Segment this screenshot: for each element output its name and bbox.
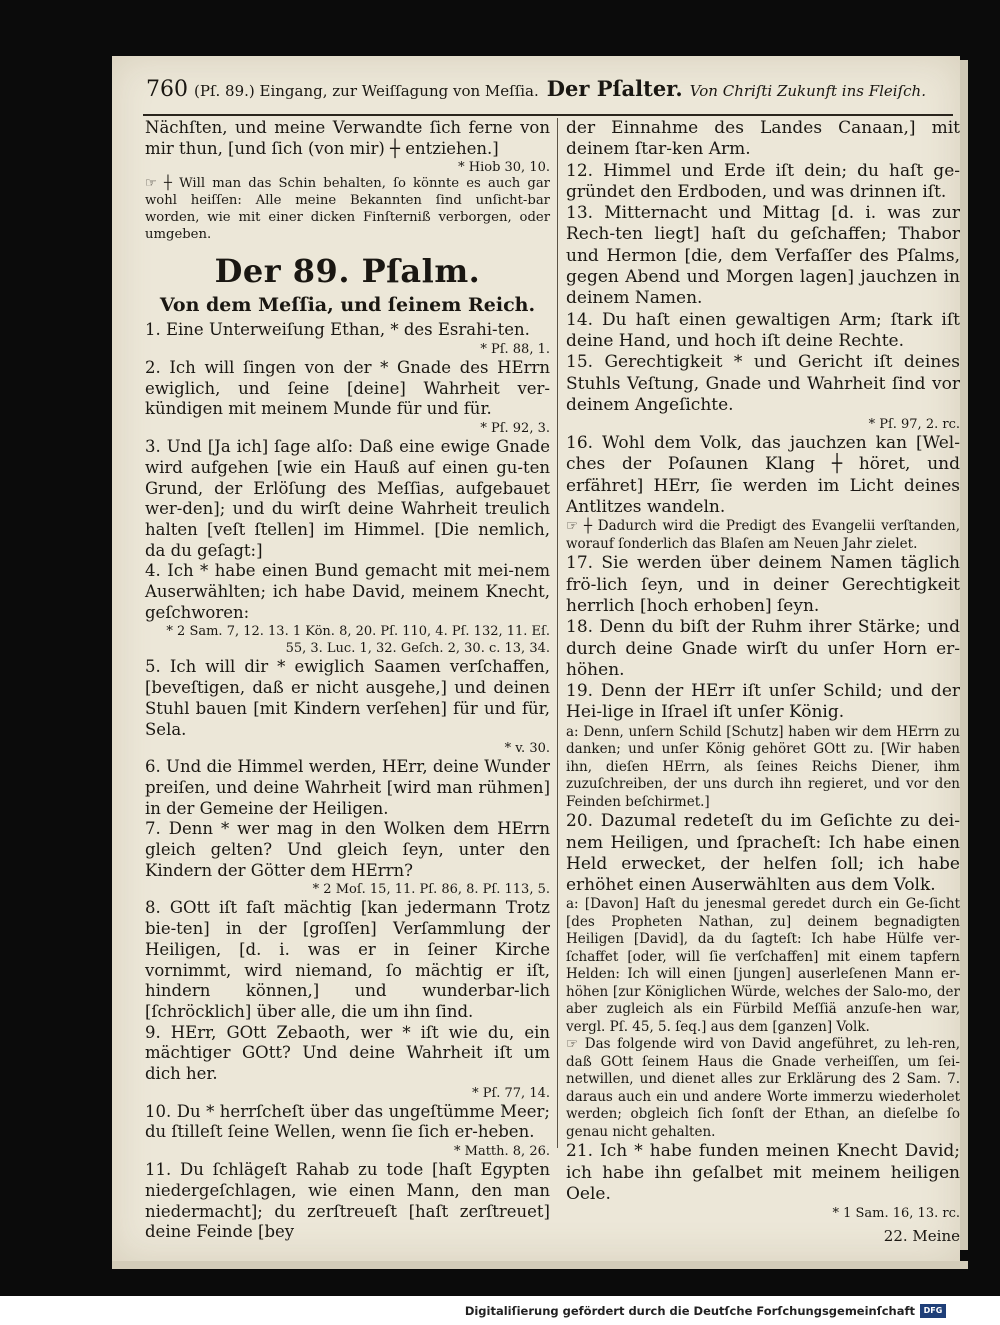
- digitization-credit: [465, 1303, 946, 1319]
- verse: 17. Sie werden über deinem Namen täglich frö-lich ſeyn, und in deiner Gerechtigkeit herrlich [hoch erhoben] ſeyn.: [566, 553, 960, 616]
- dfg-logo: DFG: [920, 1304, 946, 1318]
- verse: 5. Ich will dir * ewiglich Saamen verſchaffen, [beveſtigen, daß er nicht ausgehe,] und deinen Stuhl bauen [mit Kindern verſehen] für und für, Sela.: [145, 657, 550, 739]
- page-edge: [960, 60, 968, 1250]
- gloss-note: ☞ ┼ Will man das Schin behalten, ſo könnte es auch gar wohl heiſſen: Alle meine Bekannten ſind unſicht-bar worden, wie mit einer dicken Finſterniß verborgen, oder umgeben.: [145, 176, 550, 243]
- gloss-note: a: Denn, unſern Schild [Schutz] haben wir dem HErrn zu danken; und unſer König gehöret GOtt zu. [Wir haben ihn, dieſen HErrn, als ſeines Reichs Diener, ihm zuzuſchreiben, der uns durch ihn regieret, und vor den Feinden beſchirmet.]: [566, 723, 960, 810]
- running-head-title: Der Pſalter.: [546, 76, 683, 101]
- running-head-right: Von Chriſti Zukunft ins Fleiſch.: [689, 82, 926, 100]
- cross-reference: * v. 30.: [504, 741, 550, 757]
- verse: 6. Und die Himmel werden, HErr, deine Wunder preiſen, und deine Wahrheit [wird man rühmen] in der Gemeine der Heiligen.: [145, 757, 550, 818]
- gloss-note: ☞ Das folgende wird von David angeführet, zu leh-ren, daß GOtt ſeinem Haus die Gnade verheiſſen, um ſei-netwillen, und dienet alles zur Erklärung des 2 Sam. 7. daraus auch ein und andere Worte immerzu wiederholet werden; obgleich ſich ſonſt der Ethan, an dieſelbe ſo genau nicht gehalten.: [566, 1036, 960, 1140]
- gloss-note: a: [Davon] Haſt du jenesmal geredet durch ein Ge-ſicht [des Propheten Nathan, zu] deinem begnadigten Heiligen [David], da du ſagteſt: Ich habe Hülfe ver-ſchaffet [oder, will ſie verſchaffen] mit einem tapfern Helden: Ich will einen [jungen] auserleſenen Mann er-höhen [zur Königlichen Würde, welches der Salo-mo, der aber zugleich als ein Fürbild Meſſiä anzuſe-hen war, vergl. Pſ. 45, 5. ſeq.] aus dem [ganzen] Volk.: [566, 896, 960, 1035]
- verse: 18. Denn du biſt der Ruhm ihrer Stärke; und durch deine Gnade wirſt du unſer Horn er-höhen.: [566, 617, 960, 680]
- verse: 1. Eine Unterweiſung Ethan, * des Esrahi-ten.: [145, 320, 530, 340]
- verse: 7. Denn * wer mag in den Wolken dem HErrn gleich gelten? Und gleich ſeyn, unter den Kindern der Götter dem HErrn?: [145, 819, 550, 880]
- verse: 11. Du ſchlägeſt Rahab zu tode [haſt Egypten niedergeſchlagen, wie einen Mann, den man niedermacht]; du zerſtreueſt [haſt zerſtreuet] deine Feinde [bey: [145, 1160, 550, 1242]
- verse: 13. Mitternacht und Mittag [d. i. was zur Rech-ten liegt] haſt du geſchaffen; Thabor und Hermon [die, dem Verfaſſer des Pſalms, gegen Abend und Morgen lagen] jauchzen in deinem Namen.: [566, 203, 960, 309]
- credit-text: Digitaliſierung gefördert durch die Deutſche Forſchungsgemeinſchaft: [464, 1304, 915, 1318]
- left-column: [145, 118, 550, 1243]
- cross-reference: * 2 Moſ. 15, 11. Pſ. 86, 8. Pſ. 113, 5.: [312, 882, 550, 898]
- psalm-subheading: Von dem Meſſia, und ſeinem Reich.: [159, 294, 536, 317]
- catchword: 22. Meine: [883, 1227, 960, 1246]
- verse-continuation: der Einnahme des Landes Canaan,] mit deinem ſtar-ken Arm.: [566, 118, 960, 160]
- cross-reference: * Pſ. 77, 14.: [472, 1085, 550, 1101]
- verse: 3. Und [Ja ich] ſage alſo: Daß eine ewige Gnade wird aufgehen [wie ein Hauß auf einen gu-ten Grund, der Erlöſung des Meſſias, aufgebauet wer-den]; und du wirſt deine Wahrheit treulich halten [veſt ſtellen] im Himmel. [Die nemlich, da du geſagt:]: [145, 437, 550, 560]
- cross-reference: * Hiob 30, 10.: [458, 160, 550, 176]
- page-number: 760: [146, 77, 188, 102]
- verse: 20. Dazumal redeteſt du im Geſichte zu dei-nem Heiligen, und ſpracheſt: Ich habe einen Held erwecket, der helfen ſoll; ich habe erhöhet einen Auserwählten aus dem Volk.: [566, 811, 960, 896]
- gloss-note: ☞ ┼ Dadurch wird die Predigt des Evangelii verſtanden, worauf ſonderlich das Blaſen am Neuen Jahr zielet.: [566, 518, 960, 552]
- column-divider: [557, 118, 558, 1148]
- verse: 8. GOtt iſt faſt mächtig [kan jedermann Trotz bie-ten] in der [groſſen] Verſammlung der Heiligen, [d. i. was er in ſeiner Kirche vornimmt, wird niemand, ſo mächtig er iſt, hindern können,] und wunderbar-lich [ſchröcklich] über alle, die um ihn ſind.: [145, 898, 550, 1021]
- psalm-heading: Der 89. Pſalm.: [214, 252, 481, 291]
- verse: 9. HErr, GOtt Zebaoth, wer * iſt wie du, ein mächtiger GOtt? Und deine Wahrheit iſt um dich her.: [145, 1022, 550, 1084]
- verse: 10. Du * herrſcheſt über das ungeſtümme Meer; du ſtilleſt ſeine Wellen, wenn ſie ſich er-heben.: [145, 1101, 550, 1142]
- verse-continuation: Nächſten, und meine Verwandte ſich ferne von mir thun, [und ſich (von mir) ┼ entziehen.]: [145, 118, 550, 158]
- verse: 14. Du haſt einen gewaltigen Arm; ſtark iſt deine Hand, und hoch iſt deine Rechte.: [566, 309, 960, 351]
- verse: 2. Ich will ſingen von der * Gnade des HErrn ewiglich, und ſeine [deine] Wahrheit ver-kündigen mit meinem Munde für und für.: [145, 357, 550, 419]
- running-head: [146, 76, 926, 110]
- cross-reference: * 1 Sam. 16, 13. rc.: [832, 1206, 960, 1222]
- cross-reference: * Pſ. 97, 2. rc.: [868, 417, 960, 433]
- verse: 15. Gerechtigkeit * und Gericht iſt deines Stuhls Veſtung, Gnade und Wahrheit ſind vor deinem Angeſichte.: [566, 352, 960, 415]
- verse: 12. Himmel und Erde iſt dein; du haſt ge-gründet den Erdboden, und was drinnen iſt.: [566, 160, 960, 202]
- running-head-left: (Pſ. 89.) Eingang, zur Weiſſagung von Meſſia.: [194, 82, 539, 100]
- right-column: [566, 118, 960, 1246]
- header-rule: [143, 114, 953, 116]
- cross-reference: * Matth. 8, 26.: [454, 1144, 550, 1160]
- cross-reference: * Pſ. 92, 3.: [480, 421, 550, 437]
- cross-reference: * 2 Sam. 7, 12. 13. 1 Kön. 8, 20. Pſ. 110, 4. Pſ. 132, 11. Eſ. 55, 3. Luc. 1, 32. Geſch. 2, 30. c. 13, 34.: [166, 624, 550, 657]
- verse: 21. Ich * habe funden meinen Knecht David; ich habe ihn geſalbet mit meinem heiligen Oele.: [566, 1141, 960, 1204]
- verse: 16. Wohl dem Volk, das jauchzen kan [Wel-ches der Poſaunen Klang ┼ höret, und erfähret] HErr, ſie werden im Licht deines Antlitzes wandeln.: [566, 433, 960, 518]
- verse: 19. Denn der HErr iſt unſer Schild; und der Hei-lige in Iſrael iſt unſer König.: [566, 681, 960, 723]
- cross-reference: * Pſ. 88, 1.: [480, 341, 550, 357]
- verse: 4. Ich * habe einen Bund gemacht mit mei-nem Auserwählten; ich habe David, meinem Knecht, geſchworen:: [145, 561, 550, 622]
- page-bottom-edge: [112, 1261, 968, 1269]
